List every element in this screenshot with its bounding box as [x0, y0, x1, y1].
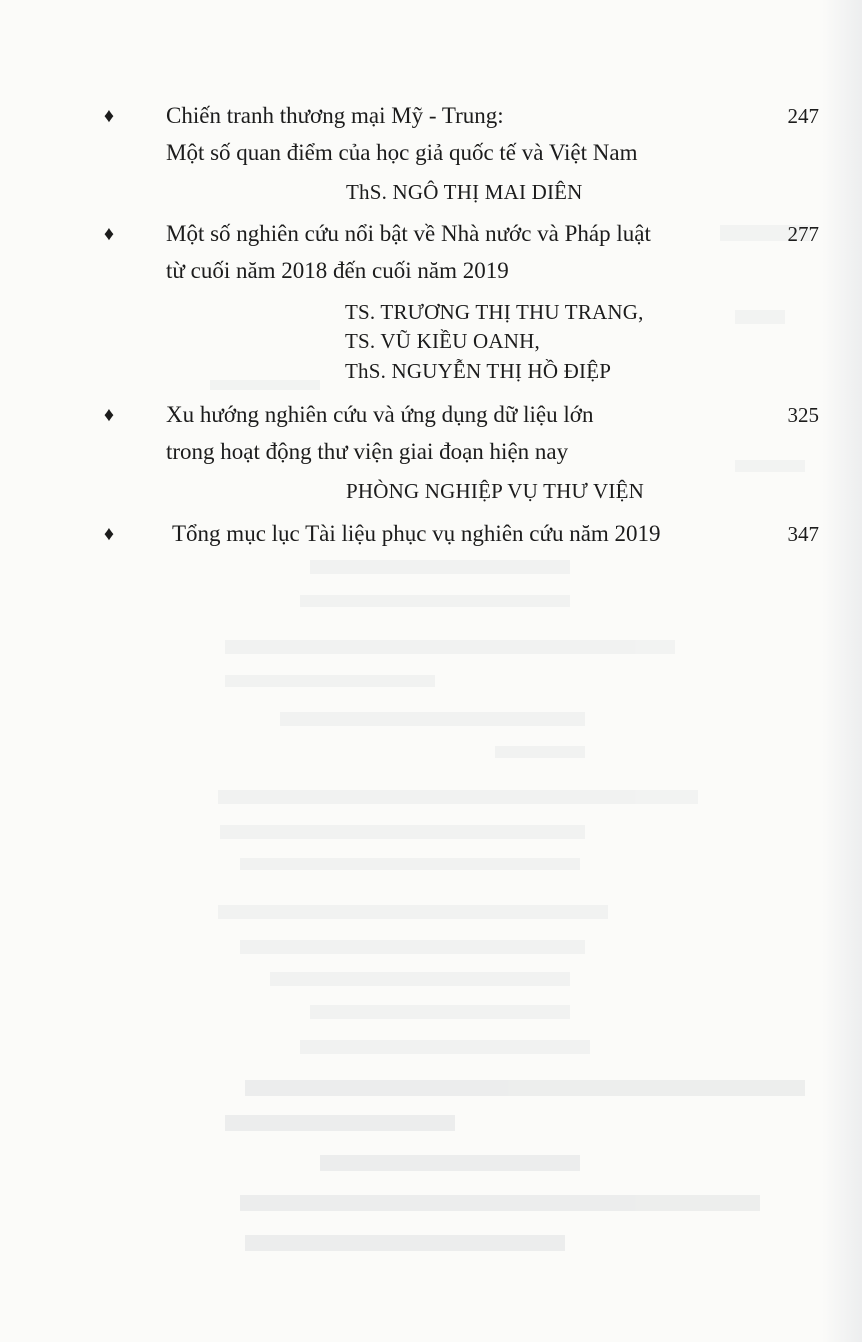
- toc-entry-title-line: Chiến tranh thương mại Mỹ - Trung:: [166, 103, 504, 128]
- toc-entry-author: PHÒNG NGHIỆP VỤ THƯ VIỆN: [346, 479, 644, 503]
- page-edge-shadow: [822, 0, 862, 1342]
- diamond-bullet-icon: ♦: [103, 223, 115, 245]
- toc-entry-title-line: trong hoạt động thư viện giai đoạn hiện nay: [166, 439, 569, 464]
- toc-entry-author: ThS. NGÔ THỊ MAI DIÊN: [346, 180, 583, 204]
- toc-entry-page-number: 247: [787, 104, 819, 128]
- toc-entry-page-number: 277: [787, 222, 819, 246]
- toc-entry-title-line: Một số nghiên cứu nổi bật về Nhà nước và Pháp luật: [166, 221, 651, 246]
- toc-entry-page-number: 347: [787, 522, 819, 546]
- toc-entry-title-line: Tổng mục lục Tài liệu phục vụ nghiên cứu năm 2019: [172, 521, 661, 546]
- toc-entry-title-line: Một số quan điểm của học giả quốc tế và Việt Nam: [166, 140, 638, 165]
- toc-entry-page-number: 325: [787, 403, 819, 427]
- toc-entry-title-line: từ cuối năm 2018 đến cuối năm 2019: [166, 258, 509, 283]
- toc-entry-author: ThS. NGUYỄN THỊ HỒ ĐIỆP: [345, 359, 612, 383]
- diamond-bullet-icon: ♦: [103, 404, 115, 426]
- diamond-bullet-icon: ♦: [103, 523, 115, 545]
- toc-entry-title-line: Xu hướng nghiên cứu và ứng dụng dữ liệu lớn: [166, 402, 594, 427]
- toc-entry-author: TS. VŨ KIỀU OANH,: [345, 329, 540, 353]
- diamond-bullet-icon: ♦: [103, 105, 115, 127]
- toc-entry-author: TS. TRƯƠNG THỊ THU TRANG,: [345, 300, 644, 324]
